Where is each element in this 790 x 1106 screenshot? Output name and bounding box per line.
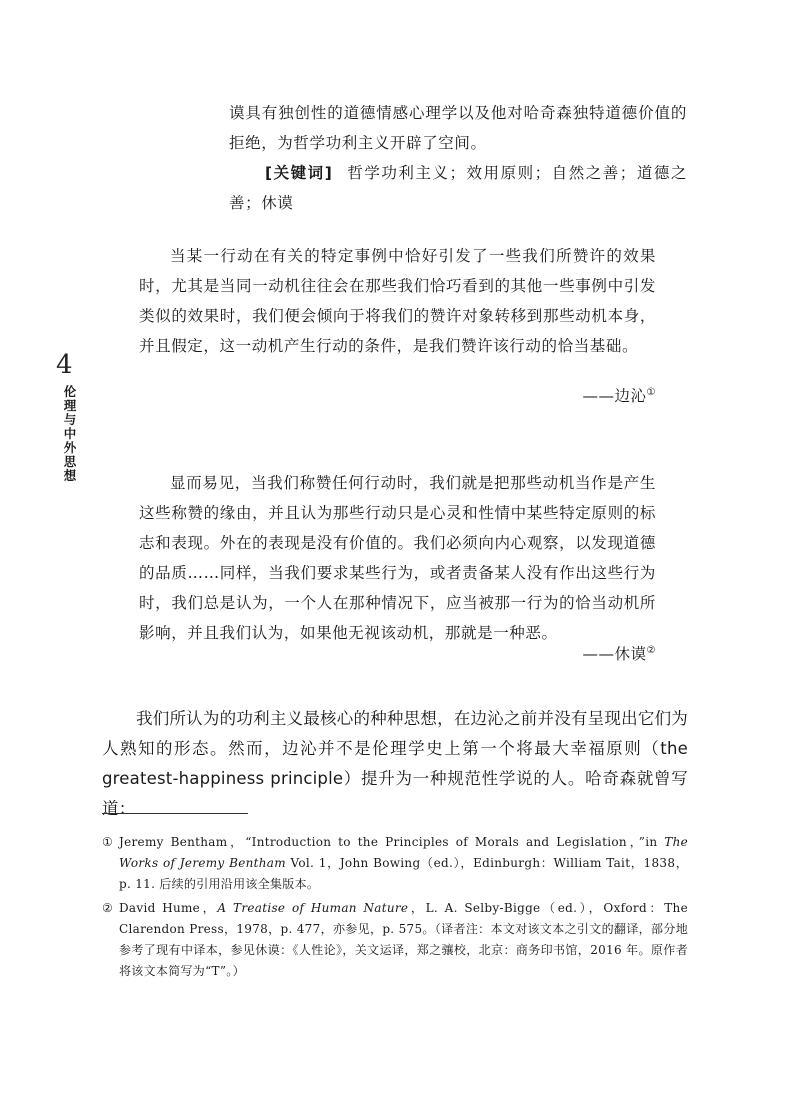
footnote-title: A Treatise of Human Nature — [217, 901, 409, 915]
epigraph-quote-bentham: 当某一行动在有关的特定事例中恰好引发了一些我们所赞许的效果时，尤其是当同一动机往往会在那些我们恰巧看到的其他一些事例中引发类似的效果时，我们便会倾向于将我们的赞许对象转移到那些动机本身，并且假定，这一动机产生行动的条件，是我们赞许该行动的恰当基础。 — [139, 247, 656, 355]
abstract-tail: 谟具有独创性的道德情感心理学以及他对哈奇森独特道德价值的拒绝，为哲学功利主义开辟了空间。 — [229, 104, 687, 152]
attribution-text: ——边沁 — [582, 387, 647, 405]
keywords-text: 哲学功利主义；效用原则；自然之善；道德之善；休谟 — [229, 164, 687, 212]
page-number: 4 — [56, 350, 73, 380]
body-paragraph: 我们所认为的功利主义最核心的种种思想，在边沁之前并没有呈现出它们为人熟知的形态。然而，边沁并不是伦理学史上第一个将最大幸福原则（the greatest-happiness principle）提升为一种规范性学说的人。哈奇森就曾写道： — [102, 709, 688, 818]
footnote-text: ，L. A. Selby-Bigge（ed.），Oxford：The Clarendon Press，1978，p. 477，亦参见，p. 575。（译者注：本文对该文本之引文的翻译，部分地参考了现有中译本，参见休谟：《人性论》，关文运译，郑之骧校，北京：商务印书馆，2016 年。原作者将该文本简写为“T”。） — [119, 901, 688, 978]
epigraph-attribution-bentham — [583, 384, 656, 406]
footnote-reference[interactable]: ② — [646, 644, 656, 656]
footnote-divider — [102, 813, 248, 814]
keywords-line — [229, 158, 687, 218]
epigraph-attribution-hume — [583, 642, 656, 664]
footnote-1 — [102, 832, 688, 895]
running-title: 伦理与中外思想 — [63, 384, 77, 483]
attribution-text: ——休谟 — [582, 645, 647, 663]
footnote-mark: ② — [102, 901, 114, 915]
keywords-label: [关键词] — [265, 164, 333, 182]
footnote-2 — [102, 898, 688, 982]
abstract-block — [229, 98, 687, 218]
footnote-text: Jeremy Bentham，“Introduction to the Principles of Morals and Legislation，”in — [119, 835, 665, 849]
footnote-mark: ① — [102, 835, 114, 849]
footnote-text: Vol. 1，John Bowing（ed.），Edinburgh：William Tait，1838，p. 11. 后续的引用沿用该全集版本。 — [119, 856, 689, 891]
footnote-text: David Hume， — [119, 901, 218, 915]
epigraph-quote-hume: 显而易见，当我们称赞任何行动时，我们就是把那些动机当作是产生这些称赞的缘由，并且认为那些行动只是心灵和性情中某些特定原则的标志和表现。外在的表现是没有价值的。我们必须向内心观察，以发现道德的品质……同样，当我们要求某些行为，或者责备某人没有作出这些行为时，我们总是认为，一个人在那种情况下，应当被那一行为的恰当动机所影响，并且我们认为，如果他无视该动机，那就是一种恶。 — [139, 474, 656, 642]
footnote-reference[interactable]: ① — [646, 386, 656, 398]
footnote-title: The Works of Jeremy Bentham — [119, 835, 688, 870]
